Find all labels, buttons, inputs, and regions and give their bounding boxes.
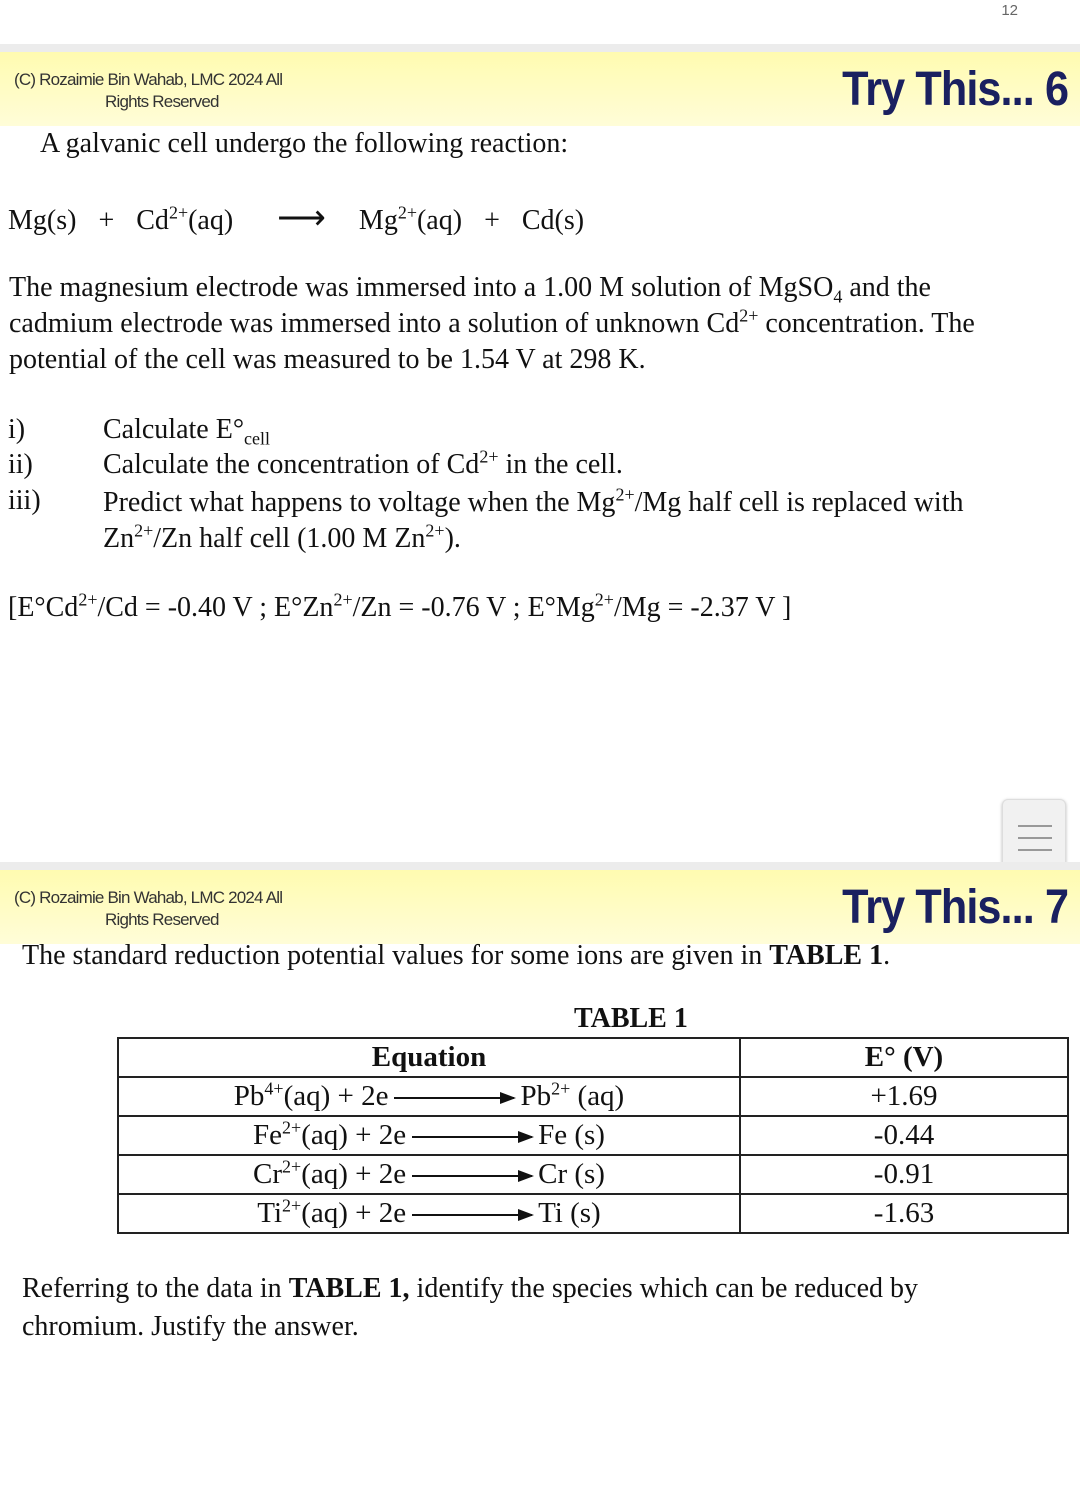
slide-separator xyxy=(0,862,1080,870)
page-number: 12 xyxy=(1001,2,1018,19)
header-potential: E° (V) xyxy=(740,1038,1068,1077)
reaction-equation: $Mg(s) + Cd^{2+}(aq)$ ⟶ $Mg^{2+}(aq) + Cd(s)$ xyxy=(8,200,585,237)
potential-cell: -0.44 xyxy=(740,1116,1068,1155)
question-2: Calculate the concentration of $Cd^{2+}$ in the cell. xyxy=(103,446,623,480)
copyright-line-2: Rights Reserved xyxy=(105,910,219,929)
question-1: Calculate $E^\circ_{cell}$ xyxy=(103,414,271,449)
standard-potentials: [$E^\circ Cd^{2+}/Cd = -0.40$ V ; $E^\circ Zn^{2+}/Zn = -0.76$ V ; $E^\circ Mg^{2+}/Mg = -2.37$ V ] xyxy=(8,589,792,623)
question-3-number: iii) xyxy=(8,485,41,516)
copyright-line-2: Rights Reserved xyxy=(105,92,219,111)
intro-text: A galvanic cell undergo the following reaction: xyxy=(40,128,569,159)
slide-title: Try This... 6 xyxy=(842,63,1068,116)
table-row xyxy=(118,1077,1068,1116)
slide-title: Try This... 7 xyxy=(842,881,1068,934)
copyright-line-1: (C) Rozaimie Bin Wahab, LMC 2024 All xyxy=(14,888,283,907)
potential-cell: -0.91 xyxy=(740,1155,1068,1194)
question-text: Referring to the data in TABLE 1, identify the species which can be reduced by chromium. Justify the answer. xyxy=(22,1273,919,1342)
intro-text: The standard reduction potential values for some ions are given in TABLE 1. xyxy=(22,940,891,971)
arrow-icon xyxy=(412,1175,532,1177)
equation-cell: $Fe^{2+}(aq) + 2e$ Fe (s) xyxy=(118,1116,740,1155)
table-row xyxy=(118,1116,1068,1155)
question-1-number: i) xyxy=(8,414,26,445)
arrow-icon: ⟶ xyxy=(277,200,326,237)
slide-separator xyxy=(0,44,1080,52)
potential-table xyxy=(117,1037,1069,1234)
arrow-icon xyxy=(412,1136,532,1138)
question-2-number: ii) xyxy=(8,449,33,480)
potential-cell: -1.63 xyxy=(740,1194,1068,1233)
arrow-icon xyxy=(412,1214,532,1216)
potential-cell: +1.69 xyxy=(740,1077,1068,1116)
equation-cell: $Pb^{4+}(aq) + 2e$ $Pb^{2+}$ (aq) xyxy=(118,1077,740,1116)
table-row xyxy=(118,1194,1068,1233)
table-row xyxy=(118,1155,1068,1194)
arrow-icon xyxy=(394,1097,514,1099)
question-3: Predict what happens to voltage when the $Mg^{2+}/Mg$ half cell is replaced with $Zn^{2+}/Zn$ half cell (1.00 M $Zn^{2+}$). xyxy=(103,484,964,554)
header-equation: Equation xyxy=(118,1038,740,1077)
copyright-line-1: (C) Rozaimie Bin Wahab, LMC 2024 All xyxy=(14,70,283,89)
equation-cell: $Cr^{2+}(aq) + 2e$ Cr (s) xyxy=(118,1155,740,1194)
equation-cell: $Ti^{2+}(aq) + 2e$ Ti (s) xyxy=(118,1194,740,1233)
table-title: TABLE 1 xyxy=(574,1003,688,1034)
problem-paragraph: The magnesium electrode was immersed into a 1.00 M solution of MgSO$_4$ and the cadmium electrode was immersed into a solution of unknown $Cd^{2+}$ concentration. The potential of the cell was measured to be 1.54 V at 298 K. xyxy=(9,272,975,375)
